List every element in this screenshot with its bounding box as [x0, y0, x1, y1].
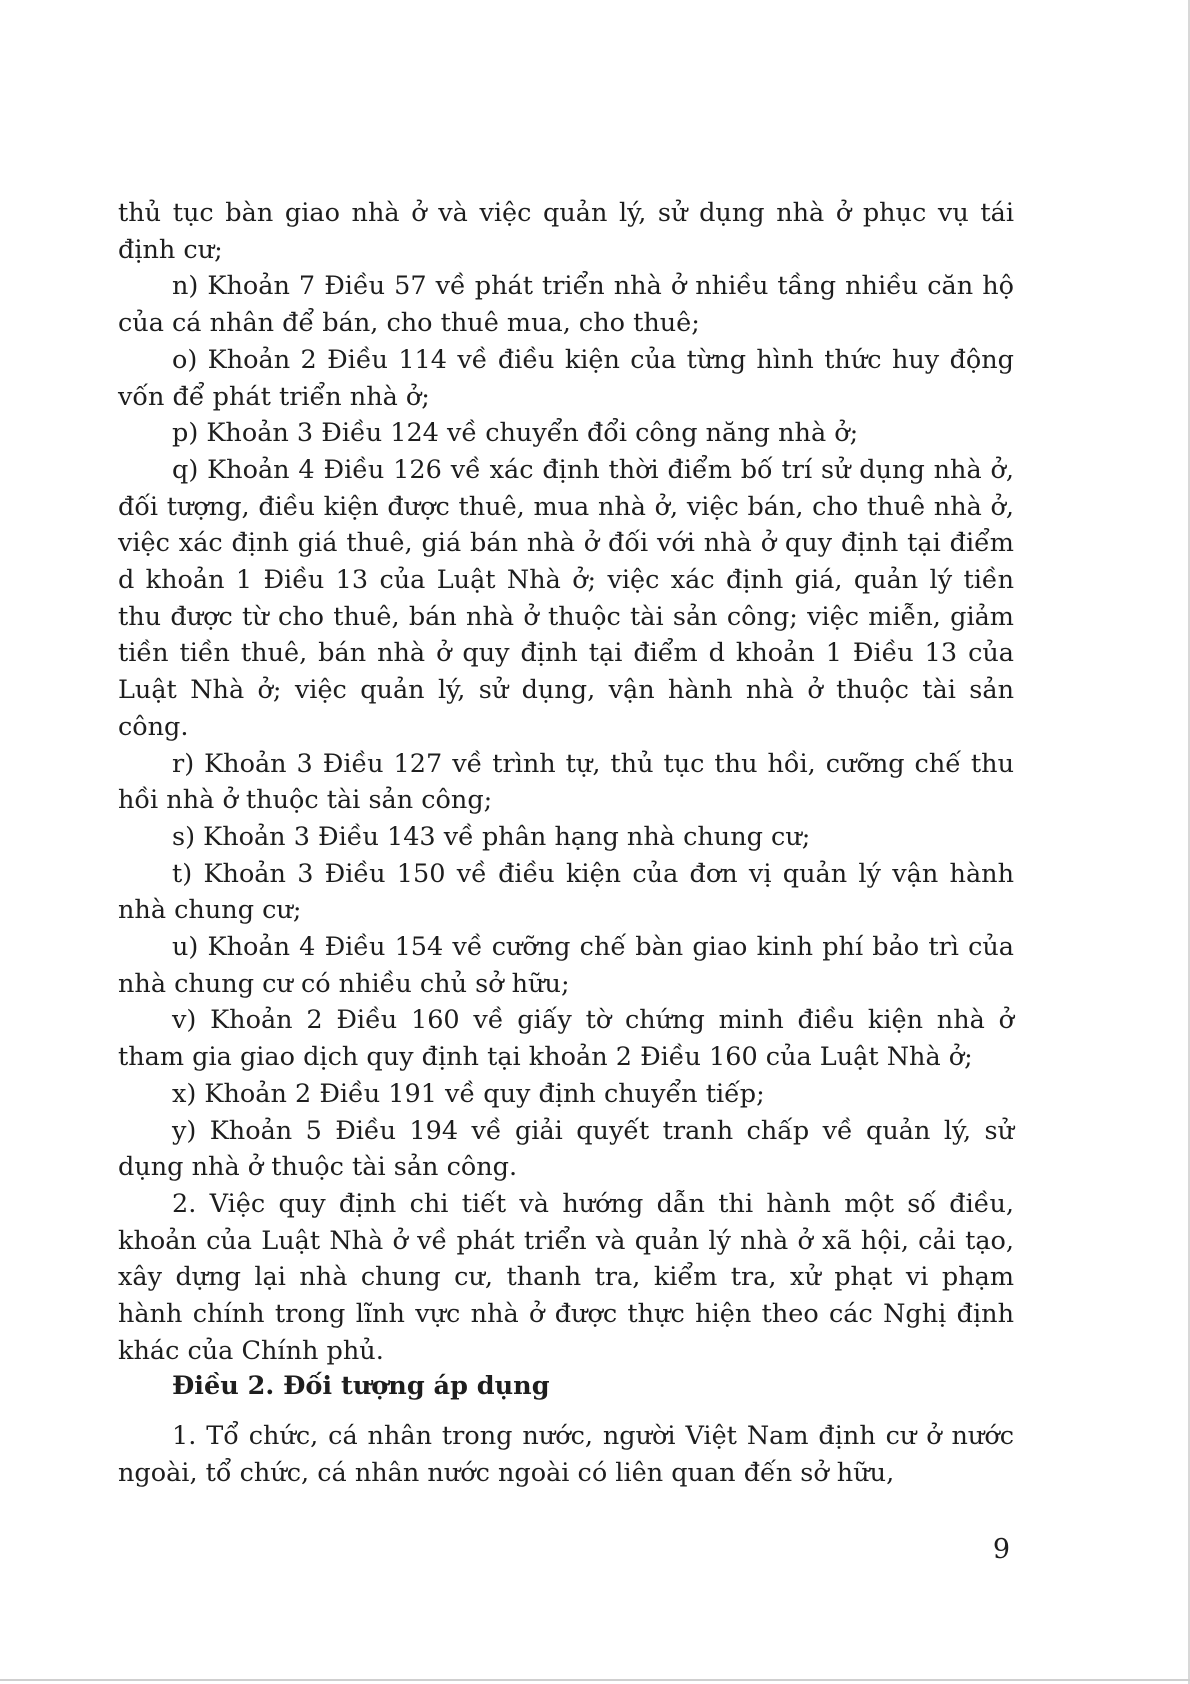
paragraph-item-u: u) Khoản 4 Điều 154 về cưỡng chế bàn giao kinh phí bảo trì của nhà chung cư có nhiều chủ sở hữu;	[118, 932, 1014, 999]
paragraph-item-x: x) Khoản 2 Điều 191 về quy định chuyển tiếp;	[172, 1078, 765, 1109]
paragraph-item-y: y) Khoản 5 Điều 194 về giải quyết tranh chấp về quản lý, sử dụng nhà ở thuộc tài sản công.	[118, 1115, 1014, 1183]
article-heading: Điều 2. Đối tượng áp dụng	[172, 1371, 550, 1401]
paragraph-item-q: q) Khoản 4 Điều 126 về xác định thời điểm bố trí sử dụng nhà ở, đối tượng, điều kiện được thuê, mua nhà ở, việc bán, cho thuê nhà ở, việc xác định giá thuê, giá bán nhà ở đối với nhà ở quy định tại điểm d khoản 1 Điều 13 của Luật Nhà ở; việc xác định giá, quản lý tiền thu được từ cho thuê, bán nhà ở thuộc tài sản công; việc miễn, giảm tiền tiền thuê, bán nhà ở quy định tại điểm d khoản 1 Điều 13 của Luật Nhà ở; việc quản lý, sử dụng, vận hành nhà ở thuộc tài sản công.	[118, 454, 1014, 742]
page-number: 9	[992, 1534, 1010, 1565]
paragraph-item-s: s) Khoản 3 Điều 143 về phân hạng nhà chung cư;	[172, 821, 811, 852]
paragraph-item-t: t) Khoản 3 Điều 150 về điều kiện của đơn vị quản lý vận hành nhà chung cư;	[118, 858, 1014, 926]
paragraph-clause-2: 2. Việc quy định chi tiết và hướng dẫn thi hành một số điều, khoản của Luật Nhà ở về phát triển và quản lý nhà ở xã hội, cải tạo, xây dựng lại nhà chung cư, thanh tra, kiểm tra, xử phạt vi phạm hành chính trong lĩnh vực nhà ở được thực hiện theo các Nghị định khác của Chính phủ.	[118, 1188, 1014, 1366]
paragraph-item-r: r) Khoản 3 Điều 127 về trình tự, thủ tục thu hồi, cưỡng chế thu hồi nhà ở thuộc tài sản công;	[118, 748, 1014, 816]
body-text-upper	[118, 195, 1014, 1370]
paragraph-item-p: p) Khoản 3 Điều 124 về chuyển đổi công năng nhà ở;	[172, 418, 859, 449]
paragraph-item-v: v) Khoản 2 Điều 160 về giấy tờ chứng minh điều kiện nhà ở tham gia giao dịch quy định tại khoản 2 Điều 160 của Luật Nhà ở;	[118, 1005, 1014, 1073]
paragraph-continuation: thủ tục bàn giao nhà ở và việc quản lý, sử dụng nhà ở phục vụ tái định cư;	[118, 198, 1014, 265]
paragraph-item-o: o) Khoản 2 Điều 114 về điều kiện của từng hình thức huy động vốn để phát triển nhà ở;	[118, 344, 1014, 412]
paragraph-article-2-clause-1: 1. Tổ chức, cá nhân trong nước, người Việt Nam định cư ở nước ngoài, tổ chức, cá nhân nước ngoài có liên quan đến sở hữu,	[118, 1421, 1014, 1488]
page-bottom-edge	[0, 1679, 1190, 1681]
paragraph-item-n: n) Khoản 7 Điều 57 về phát triển nhà ở nhiều tầng nhiều căn hộ của cá nhân để bán, cho thuê mua, cho thuê;	[118, 271, 1014, 339]
body-text-lower	[118, 1418, 1014, 1491]
